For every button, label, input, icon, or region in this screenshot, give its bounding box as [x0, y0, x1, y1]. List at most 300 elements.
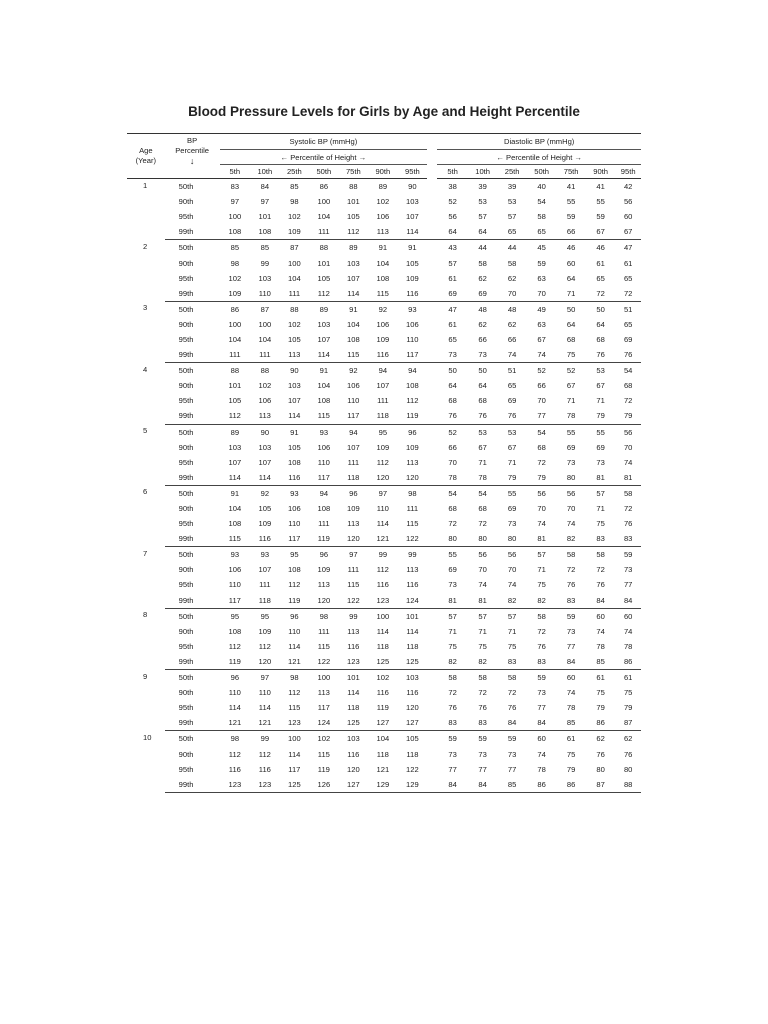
systolic-value-cell: 111 — [347, 457, 360, 467]
diastolic-value-cell: 81 — [527, 531, 557, 547]
diastolic-value-cell: 83 — [497, 654, 527, 670]
diastolic-value-cell: 41 — [596, 182, 605, 192]
systolic-value-cell: 91 — [290, 427, 299, 437]
column-gap — [427, 378, 437, 393]
table-row — [127, 746, 641, 761]
diastolic-value-cell: 45 — [537, 243, 546, 253]
sys-col-50th: 50th — [309, 165, 339, 179]
diastolic-value-cell: 72 — [623, 504, 633, 514]
diastolic-value-cell: 55 — [507, 488, 517, 498]
diastolic-value-cell: 76 — [468, 408, 498, 424]
bp-percentile-cell: 95th — [178, 641, 194, 651]
systolic-value-cell: 110 — [347, 396, 360, 406]
systolic-value-cell: 94 — [408, 366, 417, 376]
column-gap — [427, 363, 437, 379]
column-gap — [427, 347, 437, 363]
diastolic-value-cell: 67 — [507, 442, 517, 452]
systolic-value-cell: 127 — [368, 715, 398, 731]
systolic-value-cell: 96 — [230, 673, 240, 683]
diastolic-value-cell: 72 — [596, 565, 605, 575]
bp-percentile-cell: 99th — [165, 715, 220, 731]
diastolic-value-cell: 50 — [596, 304, 605, 314]
diastolic-value-cell: 51 — [623, 304, 633, 314]
systolic-value-cell: 110 — [250, 286, 280, 302]
systolic-value-cell: 105 — [406, 734, 419, 744]
diastolic-value-cell: 84 — [527, 715, 557, 731]
systolic-value-cell: 110 — [258, 688, 271, 698]
diastolic-value-cell: 86 — [615, 654, 641, 670]
systolic-value-cell: 98 — [230, 258, 240, 268]
diastolic-height-percentile-header: ← Percentile of Height → — [437, 150, 641, 165]
dia-col-5th: 5th — [437, 165, 468, 179]
diastolic-value-cell: 72 — [537, 457, 546, 467]
systolic-value-cell: 109 — [376, 442, 390, 452]
systolic-value-cell: 106 — [228, 565, 242, 575]
diastolic-value-cell: 39 — [478, 182, 487, 192]
bp-percentile-cell: 95th — [178, 396, 194, 406]
diastolic-value-cell: 50 — [448, 366, 457, 376]
diastolic-value-cell: 59 — [537, 258, 546, 268]
systolic-value-cell: 119 — [398, 408, 428, 424]
diastolic-value-cell: 74 — [537, 519, 546, 529]
systolic-value-cell: 108 — [288, 565, 301, 575]
age-header-label: Age — [139, 146, 153, 155]
column-gap — [427, 639, 437, 654]
systolic-value-cell: 91 — [230, 488, 240, 498]
bp-percentile-cell: 99th — [165, 347, 220, 363]
diastolic-value-cell: 78 — [556, 408, 586, 424]
table-row — [127, 731, 641, 747]
systolic-value-cell: 112 — [288, 580, 301, 590]
diastolic-value-cell: 84 — [437, 777, 468, 793]
diastolic-value-cell: 48 — [507, 304, 517, 314]
systolic-value-cell: 88 — [290, 304, 299, 314]
diastolic-value-cell: 66 — [448, 442, 457, 452]
systolic-value-cell: 104 — [376, 734, 390, 744]
diastolic-value-cell: 77 — [566, 641, 576, 651]
systolic-value-cell: 90 — [290, 366, 299, 376]
diastolic-value-cell: 84 — [497, 715, 527, 731]
bp-table — [127, 133, 641, 793]
column-gap — [427, 577, 437, 592]
systolic-value-cell: 111 — [347, 565, 360, 575]
diastolic-value-cell: 62 — [623, 734, 633, 744]
diastolic-value-cell: 53 — [478, 197, 487, 207]
systolic-value-cell: 111 — [309, 224, 339, 240]
systolic-value-cell: 104 — [258, 334, 272, 344]
diastolic-value-cell: 58 — [596, 550, 605, 560]
systolic-value-cell: 127 — [339, 777, 369, 793]
diastolic-value-cell: 83 — [527, 654, 557, 670]
table-row — [127, 516, 641, 531]
systolic-value-cell: 114 — [250, 470, 280, 486]
systolic-value-cell: 108 — [250, 224, 280, 240]
diastolic-value-cell: 56 — [507, 550, 517, 560]
diastolic-value-cell: 83 — [556, 593, 586, 609]
column-gap — [427, 746, 437, 761]
systolic-value-cell: 98 — [290, 197, 299, 207]
diastolic-value-cell: 61 — [623, 673, 633, 683]
systolic-value-cell: 113 — [368, 224, 398, 240]
systolic-value-cell: 106 — [406, 319, 419, 329]
diastolic-value-cell: 65 — [507, 381, 517, 391]
diastolic-value-cell: 82 — [437, 654, 468, 670]
diastolic-value-cell: 78 — [596, 641, 605, 651]
systolic-value-cell: 115 — [339, 347, 369, 363]
diastolic-value-cell: 54 — [623, 366, 633, 376]
systolic-value-cell: 113 — [347, 626, 360, 636]
systolic-value-cell: 117 — [280, 531, 310, 547]
diastolic-value-cell: 75 — [448, 641, 457, 651]
systolic-value-cell: 114 — [309, 347, 339, 363]
age-cell: 10 — [143, 732, 152, 742]
column-gap — [427, 762, 437, 777]
diastolic-value-cell: 67 — [615, 224, 641, 240]
column-gap — [427, 562, 437, 577]
systolic-value-cell: 91 — [378, 243, 388, 253]
systolic-height-percentile-header: ← Percentile of Height → — [220, 150, 428, 165]
systolic-value-cell: 102 — [228, 273, 242, 283]
diastolic-value-cell: 52 — [448, 197, 457, 207]
diastolic-value-cell: 62 — [596, 734, 605, 744]
systolic-value-cell: 98 — [290, 673, 299, 683]
diastolic-value-cell: 51 — [507, 366, 517, 376]
diastolic-value-cell: 55 — [448, 550, 457, 560]
bp-table-body — [127, 179, 641, 793]
diastolic-value-cell: 47 — [623, 243, 633, 253]
systolic-value-cell: 103 — [406, 197, 419, 207]
systolic-value-cell: 105 — [228, 396, 242, 406]
diastolic-value-cell: 54 — [537, 197, 546, 207]
diastolic-value-cell: 82 — [556, 531, 586, 547]
systolic-value-cell: 110 — [317, 457, 330, 467]
table-row — [127, 363, 641, 379]
table-row — [127, 271, 641, 286]
column-gap — [427, 731, 437, 747]
diastolic-value-cell: 57 — [537, 550, 546, 560]
diastolic-value-cell: 64 — [478, 381, 487, 391]
table-row — [127, 501, 641, 516]
systolic-value-cell: 100 — [317, 197, 331, 207]
diastolic-value-cell: 60 — [566, 673, 576, 683]
systolic-value-cell: 118 — [406, 641, 419, 651]
diastolic-value-cell: 78 — [468, 470, 498, 486]
bp-percentile-cell: 90th — [178, 688, 194, 698]
systolic-value-cell: 109 — [258, 626, 272, 636]
diastolic-value-cell: 71 — [537, 565, 546, 575]
systolic-value-cell: 92 — [378, 304, 388, 314]
systolic-value-cell: 123 — [280, 715, 310, 731]
column-gap — [427, 685, 437, 700]
diastolic-value-cell: 80 — [437, 531, 468, 547]
systolic-value-cell: 116 — [376, 580, 389, 590]
systolic-value-cell: 111 — [250, 347, 280, 363]
systolic-value-cell: 100 — [288, 734, 301, 744]
diastolic-value-cell: 57 — [448, 258, 457, 268]
diastolic-value-cell: 70 — [478, 565, 487, 575]
column-gap — [427, 255, 437, 270]
diastolic-header: Diastolic BP (mmHg) — [437, 134, 641, 150]
diastolic-value-cell: 74 — [566, 519, 576, 529]
bp-percentile-cell: 50th — [178, 182, 194, 192]
age-cell: 4 — [143, 364, 148, 374]
diastolic-value-cell: 60 — [537, 734, 546, 744]
systolic-value-cell: 120 — [309, 593, 339, 609]
systolic-value-cell: 114 — [288, 749, 301, 759]
diastolic-value-cell: 56 — [537, 488, 546, 498]
bp-percentile-cell: 95th — [178, 273, 194, 283]
diastolic-value-cell: 73 — [478, 749, 487, 759]
systolic-value-cell: 121 — [368, 531, 398, 547]
systolic-value-cell: 116 — [406, 580, 419, 590]
dia-col-95th: 95th — [615, 165, 641, 179]
systolic-value-cell: 102 — [288, 319, 301, 329]
diastolic-value-cell: 70 — [537, 504, 546, 514]
diastolic-value-cell: 67 — [566, 381, 576, 391]
column-gap — [427, 608, 437, 624]
diastolic-value-cell: 84 — [615, 593, 641, 609]
systolic-value-cell: 123 — [339, 654, 369, 670]
systolic-value-cell: 104 — [288, 273, 301, 283]
bp-percentile-cell: 90th — [178, 504, 194, 514]
diastolic-value-cell: 72 — [448, 519, 457, 529]
table-row — [127, 639, 641, 654]
systolic-value-cell: 110 — [228, 688, 241, 698]
diastolic-value-cell: 64 — [437, 224, 468, 240]
diastolic-value-cell: 80 — [556, 470, 586, 486]
diastolic-value-cell: 70 — [507, 565, 517, 575]
diastolic-value-cell: 72 — [537, 626, 546, 636]
systolic-value-cell: 111 — [220, 347, 251, 363]
bp-header-label: BP — [187, 136, 198, 145]
diastolic-value-cell: 38 — [448, 182, 457, 192]
systolic-value-cell: 93 — [260, 550, 270, 560]
systolic-value-cell: 96 — [319, 550, 329, 560]
age-cell: 7 — [143, 548, 148, 558]
systolic-value-cell: 112 — [406, 396, 419, 406]
table-row — [127, 624, 641, 639]
diastolic-value-cell: 81 — [586, 470, 616, 486]
systolic-value-cell: 108 — [376, 273, 390, 283]
systolic-value-cell: 115 — [347, 580, 360, 590]
systolic-value-cell: 101 — [258, 212, 272, 222]
bp-percentile-cell: 95th — [178, 519, 194, 529]
systolic-value-cell: 94 — [349, 427, 358, 437]
systolic-value-cell: 114 — [406, 626, 419, 636]
diastolic-value-cell: 76 — [507, 703, 517, 713]
systolic-value-cell: 85 — [290, 182, 299, 192]
systolic-value-cell: 100 — [376, 611, 390, 621]
diastolic-value-cell: 56 — [566, 488, 576, 498]
systolic-value-cell: 117 — [317, 703, 330, 713]
diastolic-value-cell: 58 — [448, 673, 457, 683]
systolic-value-cell: 107 — [258, 565, 272, 575]
diastolic-value-cell: 49 — [537, 304, 546, 314]
systolic-value-cell: 105 — [347, 212, 360, 222]
systolic-value-cell: 99 — [260, 258, 270, 268]
diastolic-value-cell: 54 — [537, 427, 546, 437]
diastolic-value-cell: 53 — [596, 366, 605, 376]
systolic-value-cell: 124 — [398, 593, 428, 609]
bp-percentile-cell: 50th — [178, 243, 194, 253]
systolic-value-cell: 111 — [280, 286, 310, 302]
diastolic-value-cell: 69 — [437, 286, 468, 302]
diastolic-value-cell: 82 — [468, 654, 498, 670]
diastolic-value-cell: 77 — [507, 764, 517, 774]
sys-col-10th: 10th — [250, 165, 280, 179]
systolic-value-cell: 103 — [347, 258, 360, 268]
diastolic-value-cell: 65 — [448, 334, 457, 344]
bp-percentile-cell: 95th — [178, 457, 194, 467]
diastolic-value-cell: 64 — [468, 224, 498, 240]
diastolic-value-cell: 73 — [507, 749, 517, 759]
table-row — [127, 393, 641, 408]
bp-percentile-column-header — [165, 134, 220, 179]
systolic-value-cell: 106 — [288, 504, 301, 514]
diastolic-value-cell: 75 — [623, 688, 633, 698]
systolic-value-cell: 89 — [230, 427, 240, 437]
column-gap — [427, 700, 437, 715]
diastolic-value-cell: 79 — [596, 703, 605, 713]
age-cell: 6 — [143, 487, 148, 497]
systolic-value-cell: 101 — [347, 197, 360, 207]
systolic-value-cell: 104 — [228, 504, 242, 514]
diastolic-value-cell: 64 — [448, 381, 457, 391]
diastolic-value-cell: 66 — [556, 224, 586, 240]
systolic-value-cell: 107 — [406, 212, 419, 222]
systolic-value-cell: 116 — [406, 688, 419, 698]
systolic-value-cell: 100 — [317, 673, 331, 683]
column-gap — [427, 332, 437, 347]
age-header-unit: (Year) — [135, 156, 157, 165]
diastolic-value-cell: 68 — [448, 504, 457, 514]
diastolic-value-cell: 75 — [507, 641, 517, 651]
diastolic-value-cell: 65 — [527, 224, 557, 240]
systolic-value-cell: 98 — [319, 611, 329, 621]
systolic-value-cell: 97 — [260, 673, 270, 683]
systolic-value-cell: 107 — [347, 273, 360, 283]
systolic-value-cell: 107 — [347, 442, 360, 452]
systolic-value-cell: 107 — [258, 457, 272, 467]
systolic-value-cell: 115 — [368, 286, 398, 302]
diastolic-value-cell: 76 — [566, 580, 576, 590]
diastolic-value-cell: 80 — [623, 764, 633, 774]
systolic-value-cell: 104 — [347, 319, 360, 329]
systolic-value-cell: 99 — [408, 550, 417, 560]
diastolic-value-cell: 57 — [596, 488, 605, 498]
systolic-value-cell: 102 — [376, 673, 390, 683]
systolic-value-cell: 109 — [376, 334, 390, 344]
sys-col-95th: 95th — [398, 165, 428, 179]
systolic-value-cell: 125 — [368, 654, 398, 670]
systolic-value-cell: 95 — [378, 427, 388, 437]
column-gap — [427, 715, 437, 731]
diastolic-value-cell: 67 — [586, 224, 616, 240]
diastolic-value-cell: 72 — [478, 519, 487, 529]
bp-percentile-cell: 95th — [178, 703, 194, 713]
systolic-value-cell: 115 — [317, 641, 330, 651]
systolic-value-cell: 97 — [378, 488, 388, 498]
diastolic-value-cell: 84 — [468, 777, 498, 793]
systolic-value-cell: 86 — [319, 182, 329, 192]
diastolic-value-cell: 61 — [596, 673, 605, 683]
diastolic-value-cell: 74 — [537, 749, 546, 759]
systolic-value-cell: 109 — [280, 224, 310, 240]
diastolic-value-cell: 66 — [478, 334, 487, 344]
diastolic-value-cell: 53 — [507, 427, 517, 437]
diastolic-value-cell: 79 — [566, 764, 576, 774]
systolic-value-cell: 125 — [280, 777, 310, 793]
systolic-value-cell: 117 — [220, 593, 251, 609]
column-gap — [427, 240, 437, 256]
diastolic-value-cell: 69 — [448, 565, 457, 575]
table-row — [127, 224, 641, 240]
column-gap — [427, 777, 437, 793]
systolic-value-cell: 118 — [250, 593, 280, 609]
systolic-value-cell: 103 — [406, 673, 419, 683]
systolic-value-cell: 118 — [347, 703, 360, 713]
column-gap — [427, 286, 437, 302]
diastolic-value-cell: 55 — [596, 197, 605, 207]
column-gap — [427, 593, 437, 609]
table-row — [127, 317, 641, 332]
diastolic-value-cell: 78 — [623, 641, 633, 651]
bp-percentile-cell: 90th — [178, 258, 194, 268]
systolic-header: Systolic BP (mmHg) — [220, 134, 428, 150]
diastolic-value-cell: 61 — [448, 319, 457, 329]
column-gap — [427, 516, 437, 531]
column-gap — [427, 624, 437, 639]
systolic-value-cell: 88 — [260, 366, 270, 376]
systolic-value-cell: 118 — [376, 641, 389, 651]
systolic-value-cell: 95 — [260, 611, 270, 621]
systolic-value-cell: 108 — [220, 224, 251, 240]
column-gap — [427, 485, 437, 501]
systolic-value-cell: 116 — [398, 286, 428, 302]
systolic-value-cell: 101 — [406, 611, 419, 621]
diastolic-value-cell: 84 — [556, 654, 586, 670]
diastolic-value-cell: 50 — [566, 304, 576, 314]
systolic-value-cell: 112 — [258, 749, 271, 759]
diastolic-value-cell: 59 — [566, 212, 576, 222]
systolic-value-cell: 113 — [406, 457, 419, 467]
column-gap — [427, 194, 437, 209]
systolic-value-cell: 95 — [230, 611, 240, 621]
diastolic-value-cell: 40 — [537, 182, 546, 192]
diastolic-value-cell: 69 — [623, 334, 633, 344]
systolic-value-cell: 89 — [378, 182, 388, 192]
systolic-value-cell: 101 — [347, 673, 360, 683]
diastolic-value-cell: 46 — [596, 243, 605, 253]
diastolic-value-cell: 59 — [478, 734, 487, 744]
systolic-value-cell: 113 — [280, 347, 310, 363]
diastolic-value-cell: 76 — [623, 749, 633, 759]
diastolic-value-cell: 82 — [497, 593, 527, 609]
diastolic-value-cell: 70 — [527, 286, 557, 302]
diastolic-value-cell: 57 — [478, 212, 487, 222]
diastolic-value-cell: 79 — [527, 470, 557, 486]
column-gap — [427, 455, 437, 470]
diastolic-value-cell: 60 — [566, 258, 576, 268]
systolic-value-cell: 116 — [258, 764, 271, 774]
diastolic-value-cell: 47 — [448, 304, 457, 314]
diastolic-value-cell: 62 — [507, 319, 517, 329]
column-gap — [427, 424, 437, 440]
systolic-value-cell: 117 — [339, 408, 369, 424]
diastolic-value-cell: 56 — [448, 212, 457, 222]
table-row — [127, 209, 641, 224]
column-gap — [427, 301, 437, 317]
